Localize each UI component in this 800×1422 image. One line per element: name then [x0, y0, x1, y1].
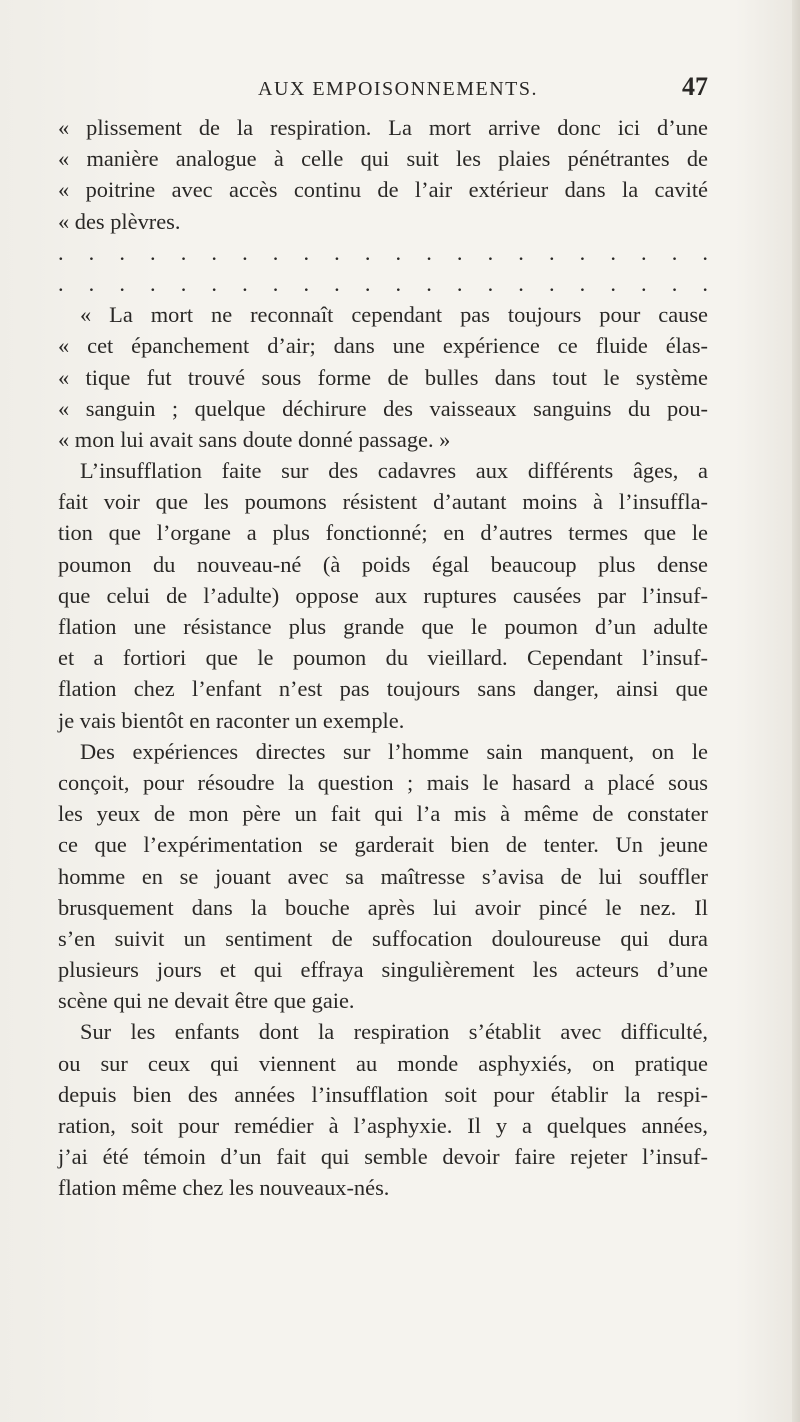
text-line: les yeux de mon père un fait qui l’a mis à même de constater — [58, 801, 708, 827]
text-line: « des plèvres. — [58, 208, 181, 234]
text-line: ration, soit pour remédier à l’asphyxie. Il y a quelques années, — [58, 1113, 708, 1138]
text-line: j’ai été témoin d’un fait qui semble devoir faire rejeter l’insuf- — [58, 1144, 708, 1170]
text-line: « tique fut trouvé sous forme de bulles dans tout le système — [58, 364, 708, 390]
text-line: « cet épanchement d’air; dans une expérience ce fluide élas- — [58, 333, 708, 359]
text-line: « poitrine avec accès continu de l’air extérieur dans la cavité — [58, 177, 708, 203]
ellipsis-line: . . . . . . . . . . . . . . . . . . . . . . — [58, 239, 708, 265]
text-line: ce que l’expérimentation se garderait bien de tenter. Un jeune — [58, 832, 708, 858]
page-header — [58, 72, 708, 108]
text-line: depuis bien des années l’insufflation soit pour établir la respi- — [58, 1081, 708, 1107]
page-edge-shadow — [792, 0, 800, 1422]
text-line: « mon lui avait sans doute donné passage. » — [58, 426, 451, 452]
body-text — [58, 112, 708, 1204]
text-line: flation même chez les nouveaux-nés. — [58, 1175, 390, 1201]
text-line: fait voir que les poumons résistent d’autant moins à l’insuffla- — [58, 489, 708, 515]
ellipsis-line: . . . . . . . . . . . . . . . . . . . . . . — [58, 270, 708, 296]
text-line: brusquement dans la bouche après lui avoir pincé le nez. Il — [58, 894, 708, 920]
text-line: s’en suivit un sentiment de suffocation douloureuse qui dura — [58, 925, 708, 951]
text-line: conçoit, pour résoudre la question ; mais le hasard a placé sous — [58, 769, 708, 795]
text-line: « La mort ne reconnaît cependant pas toujours pour cause — [80, 302, 708, 328]
text-line: « sanguin ; quelque déchirure des vaisseaux sanguins du pou- — [58, 395, 708, 421]
text-line: et a fortiori que le poumon du vieillard. Cependant l’insuf- — [58, 645, 708, 671]
text-line: L’insufflation faite sur des cadavres aux différents âges, a — [80, 458, 708, 484]
text-line: que celui de l’adulte) oppose aux ruptures causées par l’insuf- — [58, 582, 708, 608]
text-line: scène qui ne devait être que gaie. — [58, 988, 355, 1014]
text-line: ou sur ceux qui viennent au monde asphyxiés, on pratique — [58, 1050, 708, 1076]
running-title: AUX EMPOISONNEMENTS. — [258, 78, 539, 100]
text-line: plusieurs jours et qui effraya singulièrement les acteurs d’une — [58, 957, 708, 983]
text-line: Des expériences directes sur l’homme sain manquent, on le — [80, 738, 708, 764]
text-line: Sur les enfants dont la respiration s’établit avec difficulté, — [80, 1019, 708, 1045]
text-line: tion que l’organe a plus fonctionné; en d’autres termes que le — [58, 520, 708, 546]
text-line: flation une résistance plus grande que le poumon d’un adulte — [58, 614, 708, 639]
text-line: poumon du nouveau-né (à poids égal beaucoup plus dense — [58, 551, 708, 577]
page-number: 47 — [682, 72, 708, 101]
text-line: je vais bientôt en raconter un exemple. — [58, 707, 405, 733]
text-line: « manière analogue à celle qui suit les plaies pénétrantes de — [58, 146, 708, 172]
text-line: flation chez l’enfant n’est pas toujours sans danger, ainsi que — [58, 676, 708, 702]
text-line: homme en se jouant avec sa maîtresse s’avisa de lui souffler — [58, 863, 708, 889]
text-line: « plissement de la respiration. La mort arrive donc ici d’une — [58, 115, 708, 140]
